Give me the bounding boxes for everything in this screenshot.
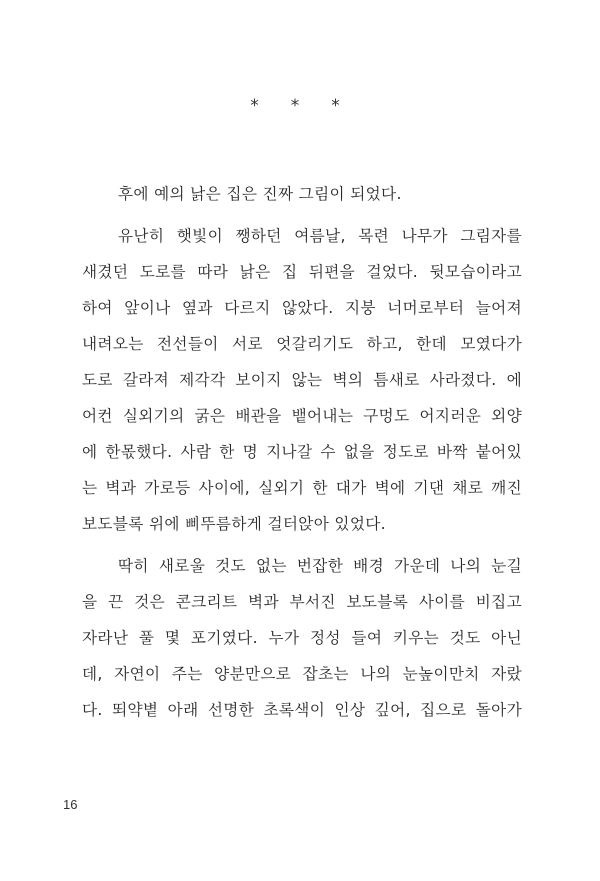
- text-line: 하여 앞이나 옆과 다르지 않았다. 지붕 너머로부터 늘어져: [82, 299, 522, 317]
- text-line: 다. 뙤약볕 아래 선명한 초록색이 인상 깊어, 집으로 돌아가: [82, 701, 522, 719]
- text-line: 을 끈 것은 콘크리트 벽과 부서진 보도블록 사이를 비집고: [82, 593, 522, 611]
- text-line: 자라난 풀 몇 포기였다. 누가 정성 들여 키우는 것도 아닌: [82, 629, 522, 647]
- text-line: 딱히 새로울 것도 없는 번잡한 배경 가운데 나의 눈길: [118, 557, 522, 575]
- text-line: 후에 예의 낡은 집은 진짜 그림이 되었다.: [118, 185, 402, 203]
- text-line: 어컨 실외기의 굵은 배관을 뱉어내는 구멍도 어지러운 외양: [82, 407, 522, 425]
- body-text: [82, 176, 522, 728]
- paragraph: [82, 548, 522, 728]
- text-line: 유난히 햇빛이 쨍하던 여름날, 목련 나무가 그림자를: [118, 227, 522, 245]
- text-line: 도로 갈라져 제각각 보이지 않는 벽의 틈새로 사라졌다. 에: [82, 371, 522, 389]
- text-line: 데, 자연이 주는 양분만으로 잡초는 나의 눈높이만치 자랐: [82, 665, 522, 683]
- text-line: 에 한몫했다. 사람 한 명 지나갈 수 없을 정도로 바짝 붙어있: [82, 443, 522, 461]
- text-line: 보도블록 위에 삐뚜름하게 걸터앉아 있었다.: [82, 515, 386, 533]
- paragraph: [82, 218, 522, 542]
- section-separator: * * *: [249, 96, 351, 116]
- text-line: 내려오는 전선들이 서로 엇갈리기도 하고, 한데 모였다가: [82, 335, 522, 353]
- page-number: 16: [63, 797, 78, 812]
- paragraph: [82, 176, 522, 212]
- text-line: 는 벽과 가로등 사이에, 실외기 한 대가 벽에 기댄 채로 깨진: [82, 479, 522, 497]
- text-line: 새겼던 도로를 따라 낡은 집 뒤편을 걸었다. 뒷모습이라고: [82, 263, 522, 281]
